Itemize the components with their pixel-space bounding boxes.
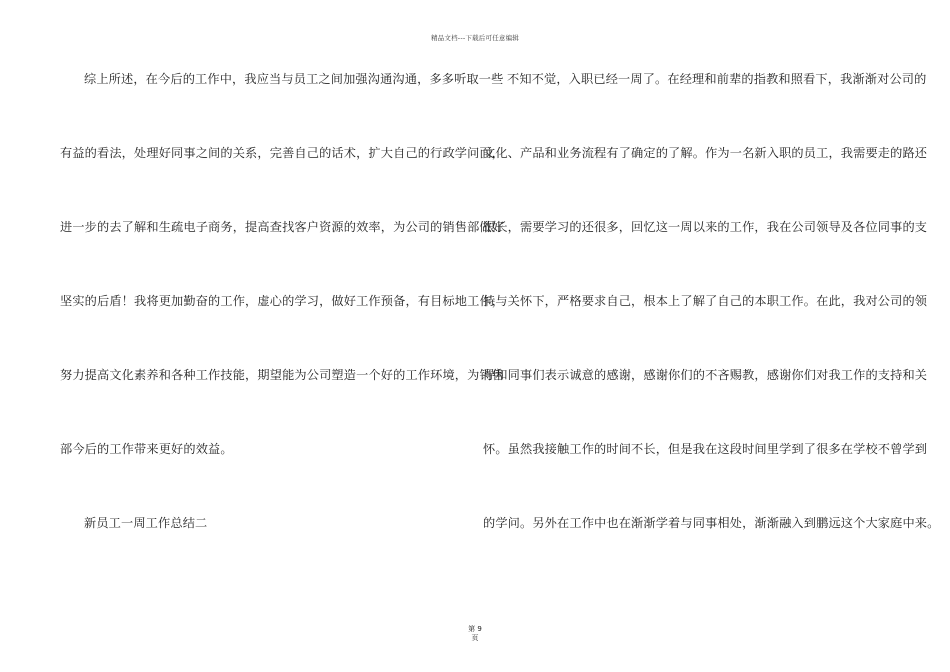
text-line: 导和同事们表示诚意的感谢，感谢你们的不吝赐教，感谢你们对我工作的支持和关 (483, 368, 928, 382)
right-text-column (483, 71, 940, 589)
text-line: 进一步的去了解和生疏电子商务，提高查找客户资源的效率，为公司的销售部做好 (60, 220, 505, 234)
text-line: 部今后的工作带来更好的效益。 (60, 442, 233, 456)
paragraph-first-line: 综上所述，在今后的工作中，我应当与员工之间加强沟通沟通，多多听取一些 (84, 72, 504, 86)
page-number (0, 625, 950, 643)
text-line: 怀。虽然我接触工作的时间不长，但是我在这段时间里学到了很多在学校不曾学到 (483, 442, 928, 456)
page-number-bottom: 页 (471, 634, 479, 642)
text-line: 有益的看法，处理好同事之间的关系，完善自己的话术，扩大自己的行政学问面， (60, 146, 505, 160)
page-number-top: 第 9 (468, 625, 482, 633)
text-line: 的学问。另外在工作中也在渐渐学着与同事相处，渐渐融入到鹏远这个大家庭中来。 (483, 516, 940, 530)
section-heading: 新员工一周工作总结二 (84, 516, 208, 530)
paragraph-first-line: 不知不觉，入职已经一周了。在经理和前辈的指教和照看下，我渐渐对公司的 (507, 72, 927, 86)
text-line: 文化、产品和业务流程有了确定的了解。作为一名新入职的员工，我需要走的路还 (483, 146, 928, 160)
left-text-column (60, 71, 505, 589)
text-line: 努力提高文化素养和各种工作技能，期望能为公司塑造一个好的工作环境，为销售 (60, 368, 505, 382)
text-line: 很长，需要学习的还很多，回忆这一周以来的工作，我在公司领导及各位同事的支 (483, 220, 928, 234)
text-line: 持与关怀下，严格要求自己，根本上了解了自己的本职工作。在此，我对公司的领 (483, 294, 928, 308)
text-line: 坚实的后盾！我将更加勤奋的工作，虚心的学习，做好工作预备，有目标地工作， (60, 294, 505, 308)
page-header: 精品文档---下载后可任意编辑 (430, 34, 520, 42)
